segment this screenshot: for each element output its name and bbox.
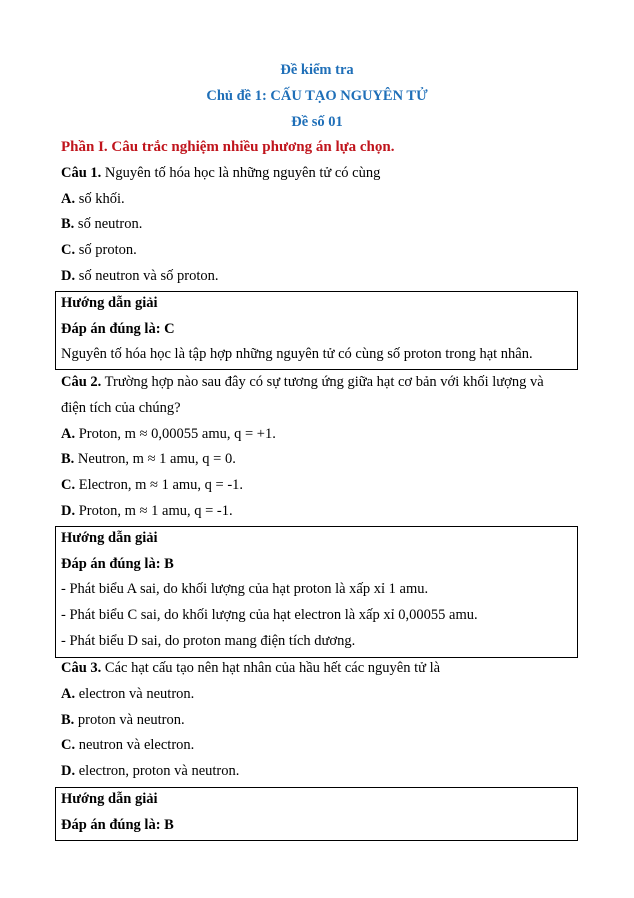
option-letter: D. bbox=[61, 503, 76, 519]
option-text: electron và neutron. bbox=[75, 686, 195, 702]
option-text: Electron, m ≈ 1 amu, q = -1. bbox=[75, 477, 244, 493]
option-letter: D. bbox=[61, 763, 76, 779]
solution-line: Nguyên tố hóa học là tập hợp những nguyên tử có cùng số proton trong hạt nhân. bbox=[61, 346, 533, 362]
option-text: số neutron và số proton. bbox=[75, 268, 219, 284]
option-letter: C. bbox=[61, 477, 76, 493]
question-label: Câu 1. bbox=[61, 165, 102, 181]
option-a bbox=[61, 190, 125, 208]
question-text: Trường hợp nào sau đây có sự tương ứng giữa hạt cơ bản với khối lượng và bbox=[101, 374, 544, 390]
option-d bbox=[61, 267, 218, 285]
solution-box-1 bbox=[55, 291, 578, 370]
solution-answer: Đáp án đúng là: C bbox=[61, 321, 175, 337]
option-letter: A. bbox=[61, 191, 76, 207]
solution-box-2 bbox=[55, 526, 578, 658]
exam-number: Đề số 01 bbox=[291, 114, 343, 130]
doc-title: Đề kiểm tra bbox=[280, 62, 354, 78]
option-text: số khối. bbox=[75, 191, 125, 207]
option-d bbox=[61, 502, 233, 520]
question-2-stem bbox=[61, 373, 544, 391]
question-label: Câu 3. bbox=[61, 660, 102, 676]
option-a bbox=[61, 685, 194, 703]
solution-line: - Phát biểu D sai, do proton mang điện tích dương. bbox=[61, 633, 356, 649]
question-text: Nguyên tố hóa học là những nguyên tử có cùng bbox=[101, 165, 381, 181]
solution-title: Hướng dẫn giải bbox=[61, 791, 158, 807]
option-c bbox=[61, 476, 243, 494]
option-letter: A. bbox=[61, 426, 76, 442]
option-letter: D. bbox=[61, 268, 76, 284]
question-3-stem bbox=[61, 659, 440, 677]
option-letter: B. bbox=[61, 712, 75, 728]
option-b bbox=[61, 711, 185, 729]
option-text: neutron và electron. bbox=[75, 737, 195, 753]
option-d bbox=[61, 762, 239, 780]
solution-box-3 bbox=[55, 787, 578, 841]
question-text: Các hạt cấu tạo nên hạt nhân của hầu hết các nguyên tử là bbox=[101, 660, 441, 676]
solution-title: Hướng dẫn giải bbox=[61, 295, 158, 311]
option-c bbox=[61, 241, 137, 259]
option-text: electron, proton và neutron. bbox=[75, 763, 240, 779]
option-text: Proton, m ≈ 1 amu, q = -1. bbox=[75, 503, 233, 519]
option-letter: C. bbox=[61, 242, 76, 258]
solution-line: - Phát biểu A sai, do khối lượng của hạt proton là xấp xỉ 1 amu. bbox=[61, 581, 429, 597]
option-text: số neutron. bbox=[74, 216, 143, 232]
solution-answer: Đáp án đúng là: B bbox=[61, 817, 174, 833]
solution-title: Hướng dẫn giải bbox=[61, 530, 158, 546]
solution-line: - Phát biểu C sai, do khối lượng của hạt electron là xấp xỉ 0,00055 amu. bbox=[61, 607, 478, 623]
option-letter: C. bbox=[61, 737, 76, 753]
option-a bbox=[61, 425, 276, 443]
option-text: proton và neutron. bbox=[74, 712, 185, 728]
option-letter: B. bbox=[61, 451, 75, 467]
option-text: Neutron, m ≈ 1 amu, q = 0. bbox=[74, 451, 236, 467]
doc-subtitle: Chủ đề 1: CẤU TẠO NGUYÊN TỬ bbox=[206, 88, 428, 104]
option-text: số proton. bbox=[75, 242, 137, 258]
section-heading: Phần I. Câu trắc nghiệm nhiều phương án lựa chọn. bbox=[61, 139, 395, 155]
option-letter: B. bbox=[61, 216, 75, 232]
option-b bbox=[61, 450, 236, 468]
option-b bbox=[61, 215, 142, 233]
question-label: Câu 2. bbox=[61, 374, 102, 390]
solution-answer: Đáp án đúng là: B bbox=[61, 556, 174, 572]
option-c bbox=[61, 736, 194, 754]
question-1-stem bbox=[61, 164, 380, 182]
option-text: Proton, m ≈ 0,00055 amu, q = +1. bbox=[75, 426, 276, 442]
question-2-stem-cont: điện tích của chúng? bbox=[61, 400, 181, 416]
option-letter: A. bbox=[61, 686, 76, 702]
